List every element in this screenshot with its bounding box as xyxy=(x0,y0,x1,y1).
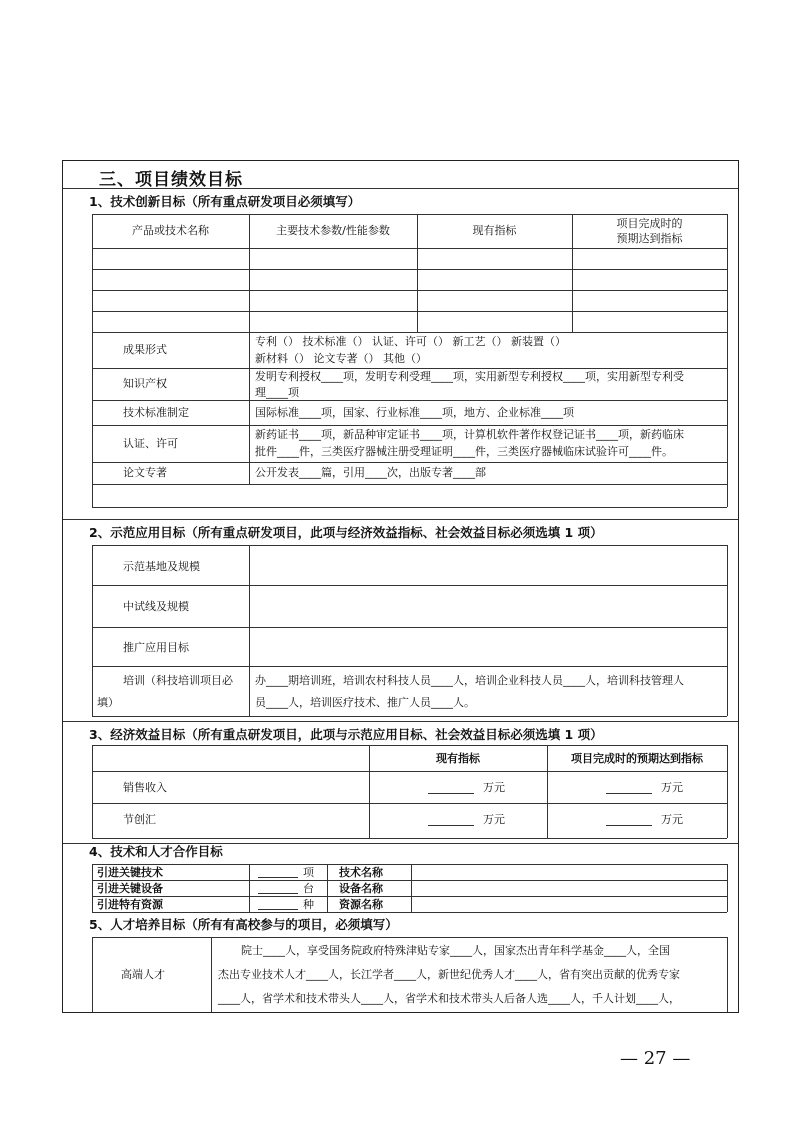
unit-forex-current: 万元 xyxy=(483,813,505,826)
grid-line xyxy=(92,214,727,215)
row-text-cert-1: 新药证书____项，新品种审定证书____项，计算机软件著作权登记证书____项，新药临床 xyxy=(255,428,684,441)
grid-line xyxy=(92,311,727,312)
grid-line xyxy=(249,332,250,484)
row-label-cert: 认证、许可 xyxy=(123,437,178,450)
grid-line xyxy=(92,214,93,507)
col-header-current: 现有指标 xyxy=(436,752,480,765)
row-label-sales: 销售收入 xyxy=(123,781,167,794)
grid-line xyxy=(92,937,727,938)
grid-line xyxy=(92,803,727,804)
grid-line xyxy=(411,864,412,912)
grid-line xyxy=(92,912,727,913)
grid-line xyxy=(727,937,728,1013)
row-text-ip-1: 发明专利授权____项，发明专利受理____项，实用新型专利授权____项，实用新型专利受 xyxy=(255,370,684,383)
grid-line xyxy=(92,896,727,897)
blank-line xyxy=(428,793,474,794)
col-header-current: 现有指标 xyxy=(472,224,517,237)
row-label-pilot-line: 中试线及规模 xyxy=(123,600,189,613)
name-label-special-resource: 资源名称 xyxy=(339,898,383,911)
grid-line xyxy=(92,745,93,838)
grid-line xyxy=(92,880,727,881)
s4-heading: 4、技术和人才合作目标 xyxy=(89,844,223,859)
row-label-talent: 高端人才 xyxy=(121,968,165,981)
unit-sales-target: 万元 xyxy=(661,781,683,794)
s2-heading: 2、示范应用目标（所有重点研发项目，此项与经济效益指标、社会效益目标必须选填 1 项） xyxy=(89,525,603,540)
row-label-standard: 技术标准制定 xyxy=(123,406,189,419)
divider xyxy=(63,721,739,722)
row-text-talent-2: 杰出专业技术人才____人，长江学者____人，新世纪优秀人才____人，省有突出贡献的优秀专家 xyxy=(218,968,680,981)
grid-line xyxy=(727,214,728,507)
grid-line xyxy=(727,864,728,912)
section-title: 三、项目绩效目标 xyxy=(99,170,243,190)
row-label-training-2: 填） xyxy=(97,696,119,709)
row-label-key-equipment: 引进关键设备 xyxy=(97,882,163,895)
grid-line xyxy=(92,269,727,270)
col-header-target-line2: 预期达到指标 xyxy=(616,232,683,245)
row-text-cert-2: 批件____件，三类医疗器械注册受理证明____件，三类医疗器械临床试验许可____件。 xyxy=(255,445,673,458)
col-header-target-line1: 项目完成时的 xyxy=(616,217,683,230)
unit-special-resource: 种 xyxy=(303,898,314,911)
grid-line xyxy=(92,425,727,426)
grid-line xyxy=(92,462,727,463)
row-label-demo-base: 示范基地及规模 xyxy=(123,560,200,573)
col-header-params: 主要技术参数/性能参数 xyxy=(276,224,390,237)
row-text-training-1: 办____期培训班，培训农村科技人员____人，培训企业科技人员____人，培训科技管理人 xyxy=(255,674,684,687)
grid-line xyxy=(92,838,727,839)
unit-key-tech: 项 xyxy=(303,866,314,879)
row-label-result-form: 成果形式 xyxy=(123,343,167,356)
row-text-standard: 国际标准____项，国家、行业标准____项，地方、企业标准____项 xyxy=(255,406,574,419)
unit-forex-target: 万元 xyxy=(661,813,683,826)
s5-heading: 5、人才培养目标（所有有高校参与的项目，必须填写） xyxy=(89,917,398,932)
row-text-papers: 公开发表____篇，引用____次，出版专著____部 xyxy=(255,466,486,479)
row-text-talent-3: ____人，省学术和技术带头人____人，省学术和技术带头人后备人选____人，千人计划____人， xyxy=(218,992,680,1005)
blank-line xyxy=(606,793,652,794)
blank-line xyxy=(258,877,298,878)
row-label-key-tech: 引进关键技术 xyxy=(97,866,163,879)
row-label-papers: 论文专著 xyxy=(123,466,167,479)
divider xyxy=(63,519,739,520)
row-label-promotion: 推广应用目标 xyxy=(123,641,189,654)
s3-heading: 3、经济效益目标（所有重点研发项目，此项与示范应用目标、社会效益目标必须选填 1 项） xyxy=(89,727,603,742)
divider xyxy=(63,188,739,189)
grid-line xyxy=(727,545,728,716)
row-text-training-2: 员____人，培训医疗技术、推广人员____人。 xyxy=(255,696,475,709)
grid-line xyxy=(727,745,728,838)
grid-line xyxy=(92,484,727,485)
grid-line xyxy=(327,864,328,912)
row-text-result-form-1: 专利（） 技术标准（） 认证、许可（） 新工艺（） 新装置（） xyxy=(255,335,566,348)
page-number: — 27 — xyxy=(620,1048,691,1069)
grid-line xyxy=(249,864,250,912)
grid-line xyxy=(249,545,250,716)
unit-key-equipment: 台 xyxy=(303,882,314,895)
row-label-special-resource: 引进特有资源 xyxy=(97,898,163,911)
grid-line xyxy=(92,771,727,772)
grid-line xyxy=(92,332,727,333)
grid-line xyxy=(92,864,727,865)
blank-line xyxy=(606,825,652,826)
row-text-talent-1: 院士____人，享受国务院政府特殊津贴专家____人，国家杰出青年科学基金____人，全国 xyxy=(241,944,670,957)
blank-line xyxy=(428,825,474,826)
blank-line xyxy=(258,909,298,910)
grid-line xyxy=(92,545,93,716)
s1-heading: 1、技术创新目标（所有重点研发项目必须填写） xyxy=(89,194,361,209)
col-header-target: 项目完成时的预期达到指标 xyxy=(571,752,703,765)
grid-line xyxy=(92,507,727,508)
grid-line xyxy=(92,248,727,249)
grid-line xyxy=(92,290,727,291)
row-label-forex: 节创汇 xyxy=(123,813,156,826)
blank-line xyxy=(258,893,298,894)
grid-line xyxy=(211,937,212,1013)
row-text-result-form-2: 新材料（） 论文专著（） 其他（） xyxy=(255,352,427,365)
grid-line xyxy=(92,666,727,667)
col-header-product: 产品或技术名称 xyxy=(132,224,209,237)
unit-sales-current: 万元 xyxy=(483,781,505,794)
name-label-key-tech: 技术名称 xyxy=(339,866,383,879)
name-label-key-equipment: 设备名称 xyxy=(339,882,383,895)
grid-line xyxy=(92,627,727,628)
row-label-ip: 知识产权 xyxy=(123,377,167,390)
grid-line xyxy=(92,585,727,586)
grid-line xyxy=(92,864,93,912)
row-text-ip-2: 理____项 xyxy=(255,386,299,399)
row-label-training-1: 培训（科技培训项目必 xyxy=(123,674,233,687)
grid-line xyxy=(92,745,727,746)
grid-line xyxy=(92,545,727,546)
grid-line xyxy=(92,400,727,401)
grid-line xyxy=(92,716,727,717)
form-frame xyxy=(62,160,739,1013)
grid-line xyxy=(92,937,93,1013)
